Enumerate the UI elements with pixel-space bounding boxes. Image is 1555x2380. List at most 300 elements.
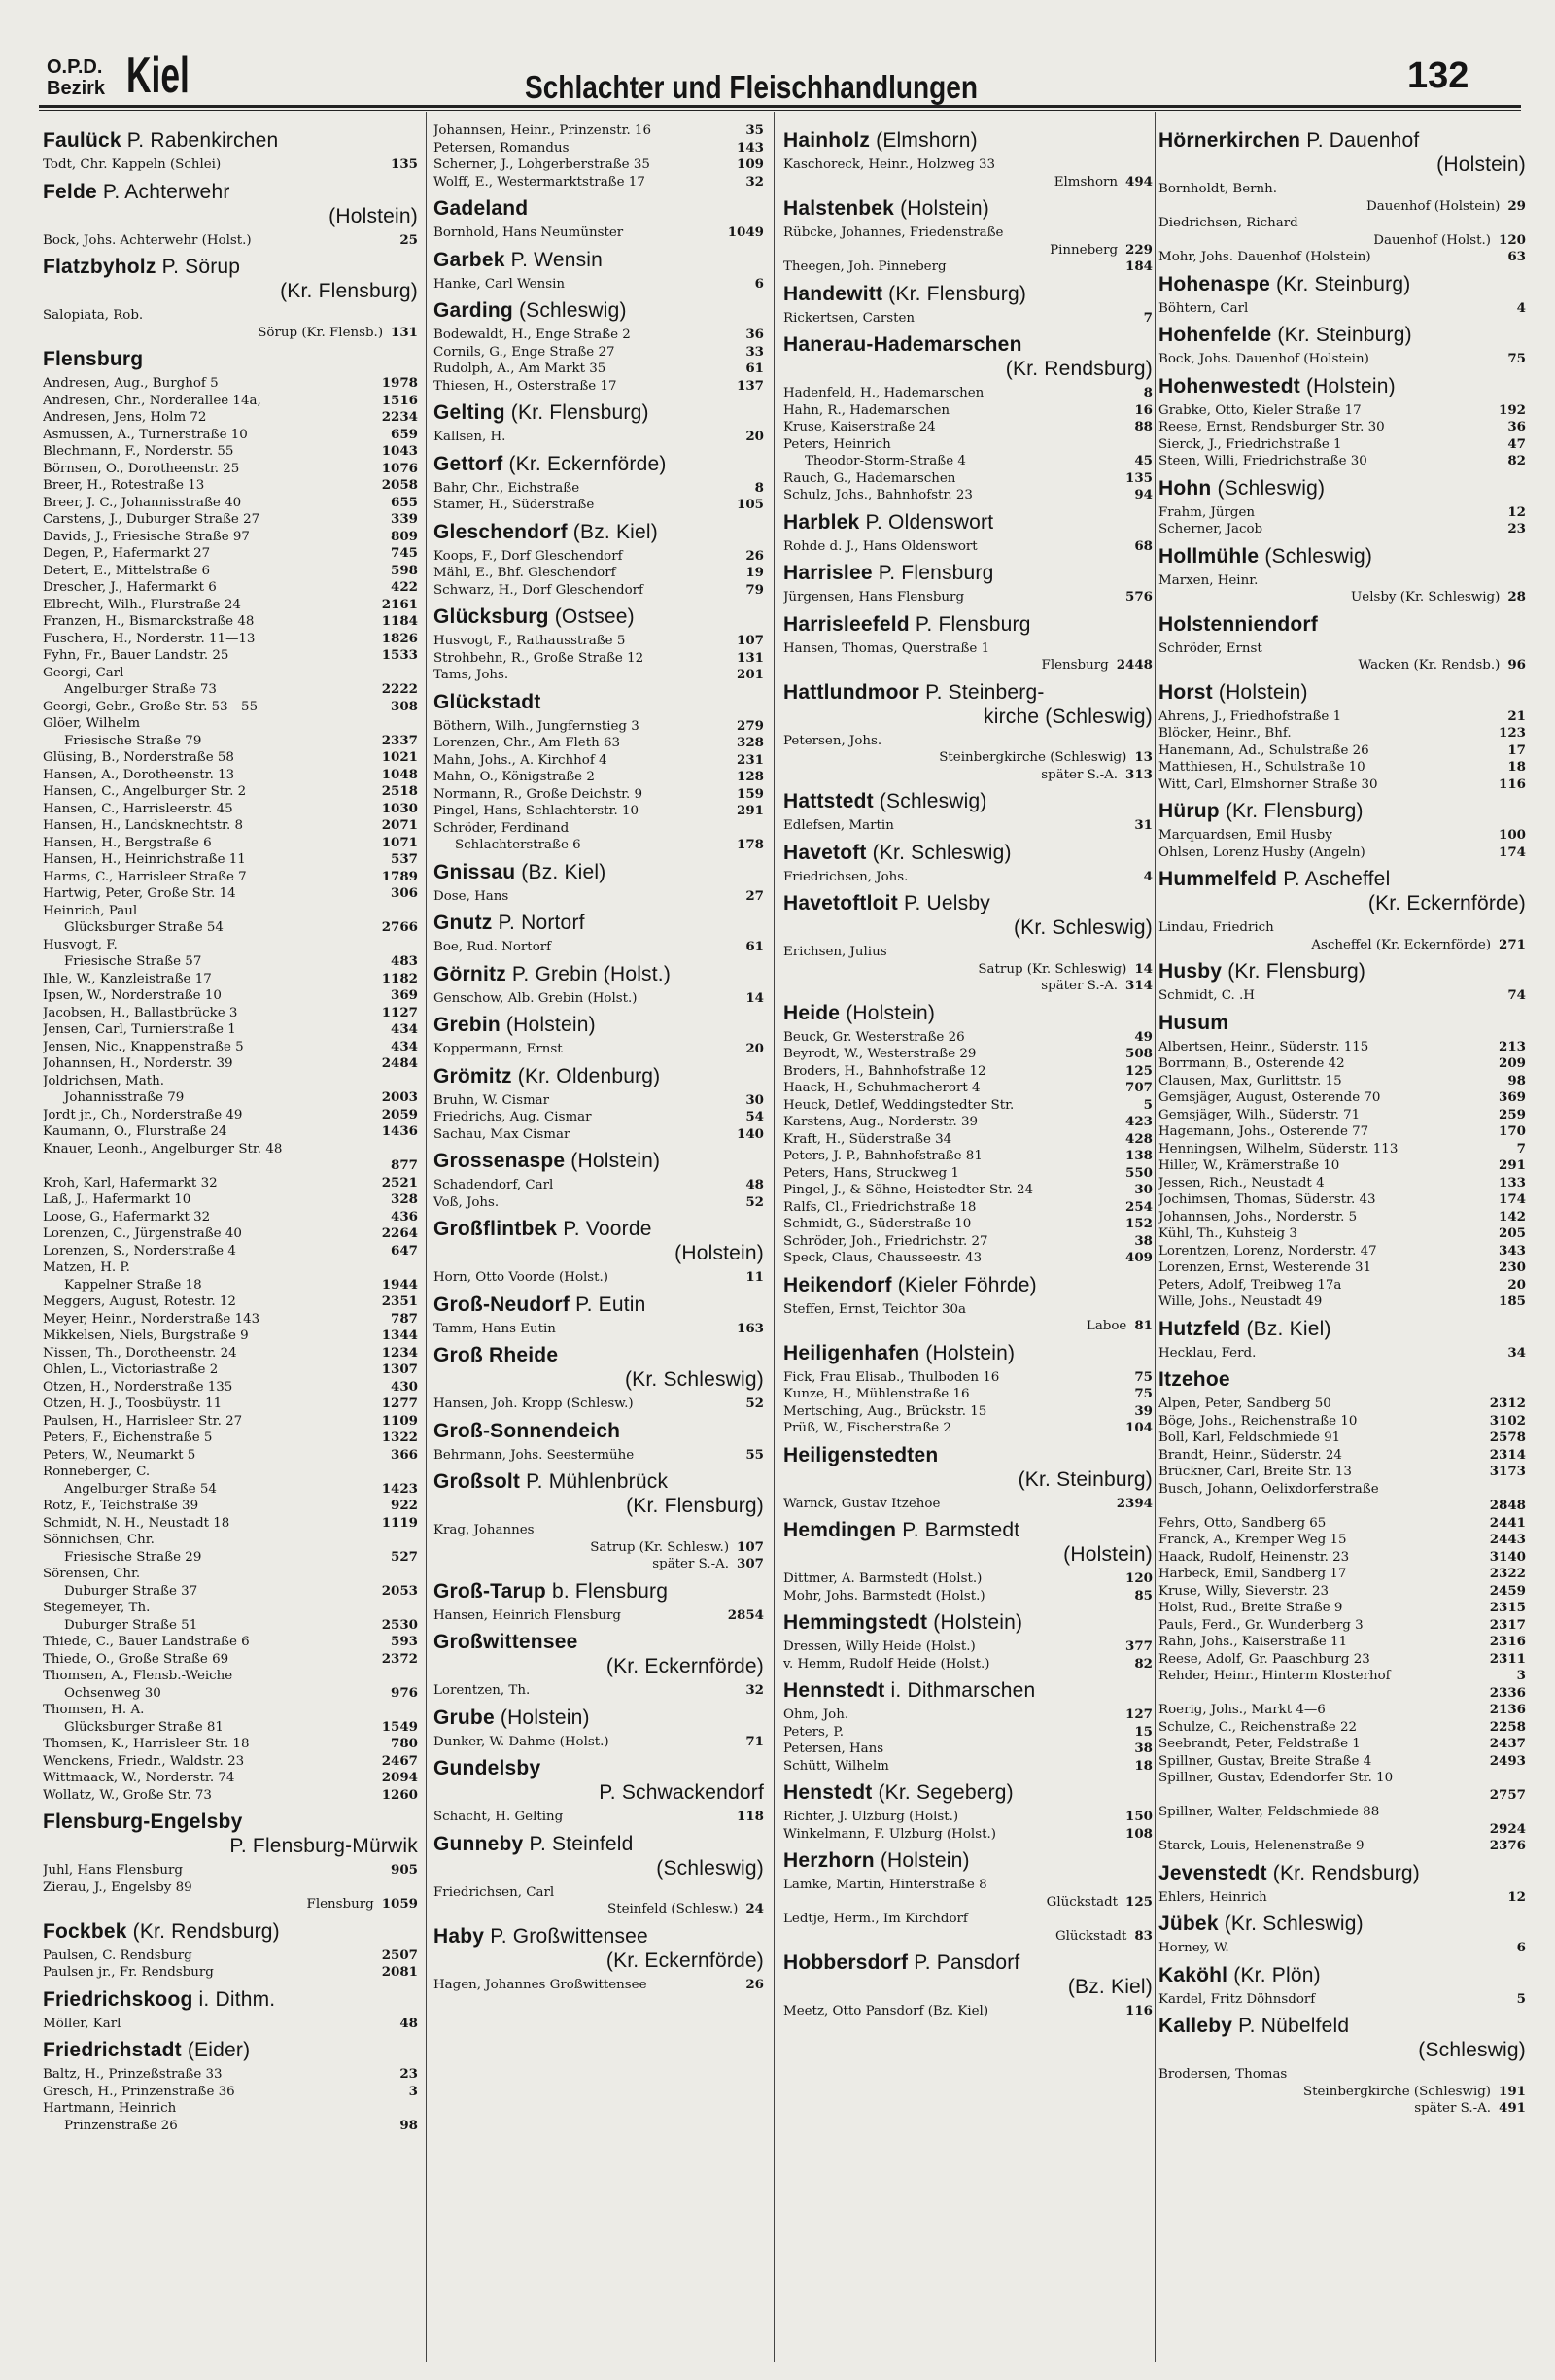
entry-text: Mohr, Johs. Barmstedt (Holst.)	[783, 1588, 985, 1604]
locality-name: Groß-Neudorf	[433, 1293, 570, 1316]
phone-number: 307	[737, 1556, 764, 1571]
directory-entry	[783, 1894, 1153, 1912]
locality-name: Glücksburg	[433, 605, 549, 628]
entry-text: Schröder, Joh., Friedrichstr. 27	[783, 1233, 988, 1249]
directory-entry	[433, 633, 764, 650]
locality-name: Hummelfeld	[1158, 868, 1278, 890]
phone-number: 74	[1507, 987, 1526, 1003]
phone-number: 32	[745, 173, 764, 190]
directory-entry	[1158, 402, 1526, 420]
phone-number: 98	[1507, 1072, 1526, 1088]
entry-text: Normann, R., Große Deichstr. 9	[433, 786, 643, 802]
locality-name: Hürup	[1158, 800, 1220, 822]
entry-text: Lindau, Friedrich	[1158, 920, 1274, 935]
locality-name: Husby	[1158, 960, 1223, 983]
locality-name: Gelting	[433, 401, 505, 424]
entry-text: Wollatz, W., Große Str. 73	[43, 1787, 212, 1803]
entry-text: Andresen, Chr., Norderallee 14a,	[43, 393, 261, 408]
phone-number: 25	[399, 231, 418, 248]
directory-entry	[43, 1447, 418, 1465]
entry-text: v. Hemm, Rudolf Heide (Holst.)	[783, 1656, 990, 1672]
phone-number: 13	[1134, 749, 1153, 765]
locality-postal-note: (Holstein)	[500, 1014, 596, 1036]
phone-number: 2161	[381, 596, 418, 612]
directory-entry	[1158, 589, 1526, 606]
locality-postal-note: P. Steinberg-	[919, 680, 1045, 704]
phone-number: 79	[745, 581, 764, 598]
directory-entry	[783, 1148, 1153, 1165]
directory-entry	[43, 2100, 418, 2118]
directory-entry	[433, 1396, 764, 1413]
directory-entry	[43, 529, 418, 546]
directory-entry	[1158, 1787, 1526, 1805]
directory-entry	[433, 786, 764, 804]
directory-entry	[783, 1403, 1153, 1421]
phone-number: 2071	[381, 817, 418, 833]
phone-number: 2518	[381, 783, 418, 799]
phone-number: 30	[1134, 1182, 1153, 1197]
directory-entry	[783, 1656, 1153, 1673]
phone-number: 279	[737, 717, 764, 734]
phone-number: 2578	[1489, 1430, 1526, 1445]
phone-number: 105	[737, 497, 764, 512]
entry-text: Rotz, F., Teichstraße 39	[43, 1499, 199, 1513]
entry-text: Fuschera, H., Norderstr. 11—13	[43, 631, 256, 646]
phone-number	[414, 307, 418, 325]
phone-number	[1522, 640, 1526, 658]
entry-text: Warnck, Gustav Itzehoe	[783, 1496, 941, 1511]
directory-entry	[783, 1182, 1153, 1199]
directory-entry	[783, 978, 1153, 995]
directory-entry	[1158, 1055, 1526, 1073]
entry-text: Theodor-Storm-Straße 4	[805, 454, 966, 468]
locality-name: Jübek	[1158, 1913, 1219, 1935]
locality-heading	[1158, 544, 1526, 569]
directory-entry	[1158, 1583, 1526, 1601]
phone-number	[1522, 919, 1526, 937]
directory-entry	[43, 987, 418, 1005]
phone-number: 2521	[381, 1174, 418, 1190]
phone-number: 369	[391, 987, 418, 1003]
phone-number: 1076	[381, 460, 418, 476]
directory-entry	[43, 647, 418, 665]
locality-heading	[1158, 128, 1526, 177]
locality-postal-note: P. Sörup	[156, 256, 241, 278]
entry-text: Marxen, Heinr.	[1158, 572, 1259, 588]
entry-text	[1158, 1787, 1486, 1805]
locality-name: Heiligenhafen	[783, 1341, 920, 1364]
phone-number: 483	[391, 953, 418, 969]
directory-entry	[43, 1862, 418, 1880]
phone-number: 107	[737, 1538, 764, 1555]
directory-entry	[43, 613, 418, 631]
directory-entry	[43, 579, 418, 597]
phone-number: 75	[1134, 1368, 1153, 1385]
locality-name: Gadeland	[433, 197, 529, 220]
locality-name: Großflintbek	[433, 1218, 558, 1240]
phone-number: 877	[391, 1157, 418, 1173]
directory-entry	[433, 1109, 764, 1126]
entry-text: Krag, Johannes	[433, 1523, 535, 1537]
entry-text: Satrup (Kr. Schleswig)	[978, 961, 1127, 977]
directory-column-2	[433, 122, 764, 2377]
phone-number: 271	[1499, 936, 1526, 952]
directory-entry	[1158, 1702, 1526, 1719]
directory-entry	[43, 2016, 418, 2033]
locality-name: Kalleby	[1158, 2015, 1233, 2037]
directory-entry	[433, 1556, 764, 1573]
phone-number: 2316	[1489, 1634, 1526, 1649]
phone-number: 33	[745, 343, 764, 360]
locality-postal-note: (Kr. Rendsburg)	[1266, 1861, 1420, 1884]
directory-entry	[43, 1328, 418, 1345]
entry-text: Spillner, Walter, Feldschmiede 88	[1158, 1805, 1380, 1819]
entry-text	[43, 1157, 387, 1175]
locality-name: Itzehoe	[1158, 1368, 1230, 1391]
directory-entry	[433, 429, 764, 446]
entry-text: Rauch, G., Hademarschen	[783, 470, 956, 486]
locality-postal-note: (Schleswig)	[873, 790, 987, 812]
directory-entry	[1158, 1515, 1526, 1533]
phone-number: 2507	[381, 1947, 418, 1963]
phone-number: 647	[391, 1242, 418, 1259]
locality-name: Hemmingstedt	[783, 1611, 928, 1634]
locality-heading	[433, 1832, 764, 1880]
locality-name: Haby	[433, 1924, 485, 1948]
entry-text: Schacht, H. Gelting	[433, 1810, 564, 1824]
directory-entry	[1158, 1838, 1526, 1855]
locality-name: Hainholz	[783, 129, 871, 152]
locality-region: kirche (Schleswig)	[984, 705, 1153, 728]
phone-number: 35	[745, 122, 764, 138]
entry-text: Fehrs, Otto, Sandberg 65	[1158, 1515, 1327, 1531]
locality-heading	[433, 604, 764, 629]
directory-entry	[1158, 1293, 1526, 1311]
entry-text: Henningsen, Wilhelm, Süderstr. 113	[1158, 1141, 1399, 1156]
locality-name: Gleschendorf	[433, 520, 568, 543]
entry-text: Winkelmann, F. Ulzburg (Holst.)	[783, 1826, 996, 1842]
directory-entry	[43, 511, 418, 529]
locality-name: Hohenfelde	[1158, 324, 1272, 346]
phone-number: 659	[391, 426, 418, 442]
locality-heading	[433, 911, 764, 935]
entry-text: Gemsjäger, Wilh., Süderstr. 71	[1158, 1107, 1361, 1122]
entry-text: Wacken (Kr. Rendsb.)	[1358, 658, 1501, 673]
entry-text: Peters, P.	[783, 1724, 844, 1740]
phone-number: 159	[737, 785, 764, 802]
locality-name: Hohn	[1158, 476, 1212, 500]
phone-number: 259	[1499, 1106, 1526, 1122]
phone-number	[1522, 1481, 1526, 1499]
phone-number: 3140	[1489, 1548, 1526, 1565]
phone-number: 1234	[381, 1344, 418, 1361]
entry-text: Peters, Hans, Struckweg 1	[783, 1165, 960, 1181]
locality-postal-note: (Kr. Plön)	[1227, 1963, 1321, 1986]
directory-entry	[43, 1736, 418, 1753]
locality-postal-note: (Holstein)	[494, 1706, 590, 1729]
entry-text: Friesische Straße 79	[64, 733, 202, 748]
directory-entry	[783, 402, 1153, 420]
locality-postal-note: P. Rabenkirchen	[121, 129, 279, 152]
entry-text: Kappelner Straße 18	[64, 1277, 202, 1293]
locality-postal-note: P. Flensburg	[872, 562, 994, 584]
entry-text: Clausen, Max, Gurlittstr. 15	[1158, 1073, 1342, 1088]
directory-entry	[433, 224, 764, 242]
entry-text: Laß, J., Hafermarkt 10	[43, 1192, 191, 1207]
locality-postal-note: (Holstein)	[894, 197, 989, 220]
phone-number: 36	[745, 327, 764, 342]
directory-entry	[43, 156, 418, 174]
phone-number: 11	[745, 1269, 764, 1285]
directory-entry	[43, 1583, 418, 1601]
locality-heading	[1158, 1011, 1526, 1035]
entry-text: Heinrich, Paul	[43, 903, 138, 918]
phone-number: 6	[754, 275, 764, 292]
phone-number: 2437	[1489, 1736, 1526, 1751]
phone-number: 655	[391, 494, 418, 510]
directory-entry	[1158, 1634, 1526, 1651]
locality-heading	[433, 1343, 764, 1392]
entry-text: Jacobsen, H., Ballastbrücke 3	[43, 1005, 238, 1020]
directory-entry	[43, 1770, 418, 1787]
phone-number	[1149, 1301, 1153, 1319]
locality-postal-note: (Holstein)	[1212, 680, 1308, 704]
locality-heading	[433, 1149, 764, 1173]
directory-entry	[1158, 1481, 1526, 1499]
locality-name: Hollmühle	[1158, 544, 1260, 568]
directory-entry	[1158, 2100, 1526, 2118]
phone-number: 2081	[381, 1964, 418, 1980]
phone-number: 1516	[381, 392, 418, 408]
phone-number: 1059	[381, 1896, 418, 1912]
locality-region: P. Schwackendorf	[599, 1781, 764, 1804]
directory-entry	[1158, 827, 1526, 845]
locality-postal-note: (Elmshorn)	[870, 129, 978, 152]
directory-entry	[433, 752, 764, 770]
column-divider	[426, 112, 427, 2362]
directory-entry	[43, 1702, 418, 1719]
phone-number	[414, 1532, 418, 1549]
locality-postal-note: (Holstein)	[927, 1611, 1023, 1634]
phone-number: 184	[1125, 259, 1153, 274]
entry-text: Ascheffel (Kr. Eckernförde)	[1311, 937, 1492, 952]
directory-entry	[1158, 1685, 1526, 1703]
directory-entry	[783, 1496, 1153, 1513]
phone-number	[1522, 2066, 1526, 2084]
directory-entry	[1158, 1225, 1526, 1243]
phone-number: 1127	[381, 1004, 418, 1020]
entry-text: Pingel, Hans, Schlachterstr. 10	[433, 804, 639, 818]
phone-number: 339	[391, 511, 418, 527]
phone-number	[1149, 1911, 1153, 1928]
directory-entry	[43, 1396, 418, 1413]
entry-text: Rohde d. J., Hans Oldenswort	[783, 538, 978, 554]
locality-postal-note: (Bz. Kiel)	[567, 520, 658, 543]
phone-number: 100	[1499, 827, 1526, 843]
phone-number: 61	[745, 939, 764, 954]
phone-number	[414, 1073, 418, 1090]
locality-postal-note: i. Dithm.	[192, 1987, 276, 2011]
entry-text: Sörup (Kr. Flensb.)	[258, 325, 384, 340]
entry-text: Mähl, E., Bhf. Gleschendorf	[433, 566, 616, 580]
directory-entry	[783, 1809, 1153, 1826]
phone-number	[414, 665, 418, 682]
entry-text: Glücksburger Straße 81	[64, 1719, 224, 1735]
entry-text: Schulz, Johs., Bahnhofstr. 23	[783, 488, 973, 502]
entry-text: Schmidt, C. .H	[1158, 988, 1255, 1003]
locality-name: Grebin	[433, 1014, 501, 1036]
directory-entry	[783, 310, 1153, 328]
locality-postal-note: P. Voorde	[557, 1218, 652, 1240]
phone-number: 2003	[381, 1089, 418, 1105]
phone-number: 2372	[381, 1650, 418, 1667]
locality-postal-note: P. Dauenhof	[1300, 129, 1420, 152]
directory-entry	[1158, 1107, 1526, 1124]
phone-number: 174	[1499, 844, 1526, 860]
directory-entry	[1158, 742, 1526, 760]
directory-entry	[1158, 453, 1526, 470]
phone-number: 308	[391, 698, 418, 714]
locality-region: (Kr. Steinburg)	[1018, 1467, 1153, 1491]
entry-text: Duburger Straße 51	[64, 1617, 198, 1633]
entry-text: Meyer, Heinr., Norderstraße 143	[43, 1311, 260, 1327]
phone-number: 1436	[381, 1123, 418, 1139]
entry-text: Karstens, Aug., Norderstr. 39	[783, 1115, 979, 1129]
phone-number: 71	[745, 1733, 764, 1749]
directory-entry	[783, 2003, 1153, 2020]
directory-entry	[433, 939, 764, 956]
directory-entry	[433, 1682, 764, 1700]
directory-entry	[1158, 1753, 1526, 1771]
locality-postal-note: (Schleswig)	[512, 299, 627, 322]
directory-entry	[43, 409, 418, 427]
phone-number: 120	[1125, 1570, 1153, 1586]
phone-number: 1944	[381, 1276, 418, 1293]
directory-entry	[43, 1055, 418, 1073]
locality-postal-note: (Kieler Föhrde)	[891, 1273, 1037, 1296]
directory-entry	[1158, 759, 1526, 776]
directory-entry	[783, 767, 1153, 784]
directory-entry	[783, 1165, 1153, 1183]
phone-number: 291	[737, 803, 764, 818]
phone-number: 598	[391, 562, 418, 578]
phone-number: 23	[1507, 521, 1526, 536]
locality-heading	[433, 452, 764, 476]
phone-number: 27	[745, 887, 764, 904]
entry-text: Heuck, Detlef, Weddingstedter Str.	[783, 1097, 1015, 1113]
locality-name: Gnissau	[433, 860, 516, 883]
phone-number: 138	[1125, 1148, 1153, 1163]
directory-entry	[1158, 1141, 1526, 1158]
locality-heading	[1158, 1317, 1526, 1341]
entry-text: Flensburg	[306, 1897, 374, 1912]
directory-entry	[43, 2118, 418, 2135]
directory-entry	[43, 1175, 418, 1192]
entry-text: Albertsen, Heinr., Süderstr. 115	[1158, 1039, 1369, 1054]
entry-text: Haack, Rudolf, Heinenstr. 23	[1158, 1549, 1350, 1565]
directory-entry	[783, 385, 1153, 402]
phone-number: 48	[745, 1177, 764, 1192]
entry-text: Hansen, Joh. Kropp (Schlesw.)	[433, 1397, 634, 1411]
directory-entry	[1158, 436, 1526, 454]
locality-name: Faulück	[43, 129, 121, 152]
phone-number: 2311	[1489, 1650, 1526, 1667]
locality-heading	[1158, 323, 1526, 347]
locality-heading	[783, 282, 1153, 306]
phone-number: 313	[1125, 766, 1153, 782]
entry-text: Johannsen, H., Norderstr. 39	[43, 1056, 233, 1071]
phone-number: 213	[1499, 1038, 1526, 1054]
entry-text: Dittmer, A. Barmstedt (Holst.)	[783, 1571, 983, 1586]
entry-text: Ipsen, W., Norderstraße 10	[43, 988, 222, 1003]
directory-entry	[1158, 2084, 1526, 2101]
entry-text: Steffen, Ernst, Teichtor 30a	[783, 1301, 966, 1317]
phone-number: 428	[1125, 1130, 1153, 1147]
entry-text: Steinfeld (Schlesw.)	[607, 1902, 739, 1916]
locality-name: Hutzfeld	[1158, 1317, 1241, 1340]
entry-text: Angelburger Straße 73	[64, 682, 217, 697]
entry-text: Carstens, J., Duburger Straße 27	[43, 512, 260, 527]
phone-number: 1048	[381, 766, 418, 782]
phone-number: 306	[391, 885, 418, 901]
district-name: Kiel	[126, 48, 190, 104]
entry-text: Rahn, Johs., Kaiserstraße 11	[1158, 1635, 1348, 1649]
phone-number	[414, 1880, 418, 1897]
phone-number: 3173	[1489, 1464, 1526, 1479]
entry-text: Böthern, Wilh., Jungfernstieg 3	[433, 718, 639, 734]
directory-entry	[43, 1021, 418, 1039]
directory-entry	[783, 869, 1153, 886]
phone-number: 116	[1499, 776, 1526, 792]
entry-text: Peters, F., Eichenstraße 5	[43, 1431, 213, 1445]
locality-heading	[433, 196, 764, 221]
directory-entry	[433, 174, 764, 191]
locality-postal-note: P. Mühlenbrück	[520, 1470, 669, 1493]
entry-text: Ahrens, J., Friedhofstraße 1	[1158, 708, 1342, 724]
phone-number: 1307	[381, 1362, 418, 1377]
directory-entry	[433, 718, 764, 736]
directory-entry	[43, 631, 418, 648]
phone-number	[1149, 224, 1153, 242]
phone-number: 2493	[1489, 1752, 1526, 1769]
directory-entry	[43, 443, 418, 461]
entry-text: Kallsen, H.	[433, 430, 506, 444]
phone-number: 16	[1134, 401, 1153, 418]
entry-text: Peters, Heinrich	[783, 436, 891, 452]
phone-number: 81	[1134, 1318, 1153, 1333]
phone-number: 1344	[381, 1328, 418, 1343]
directory-entry	[43, 903, 418, 920]
locality-heading	[433, 1013, 764, 1037]
phone-number: 2264	[381, 1225, 418, 1241]
entry-text: Schröder, Ernst	[1158, 640, 1262, 656]
entry-text: Grabke, Otto, Kieler Straße 17	[1158, 402, 1362, 418]
locality-name: Gnutz	[433, 912, 493, 934]
phone-number: 38	[1134, 1741, 1153, 1756]
locality-heading	[783, 612, 1153, 637]
directory-entry	[1158, 1940, 1526, 1957]
locality-heading	[783, 1848, 1153, 1873]
phone-number: 745	[391, 545, 418, 561]
phone-number: 32	[745, 1682, 764, 1698]
locality-name: Flatzbyholz	[43, 256, 156, 278]
directory-entry	[1158, 1345, 1526, 1362]
phone-number: 2376	[1489, 1838, 1526, 1853]
phone-number: 6	[1516, 1940, 1526, 1955]
entry-text: Ihle, W., Kanzleistraße 17	[43, 971, 212, 986]
directory-entry	[783, 1911, 1153, 1928]
entry-text: Georgi, Carl	[43, 665, 124, 680]
